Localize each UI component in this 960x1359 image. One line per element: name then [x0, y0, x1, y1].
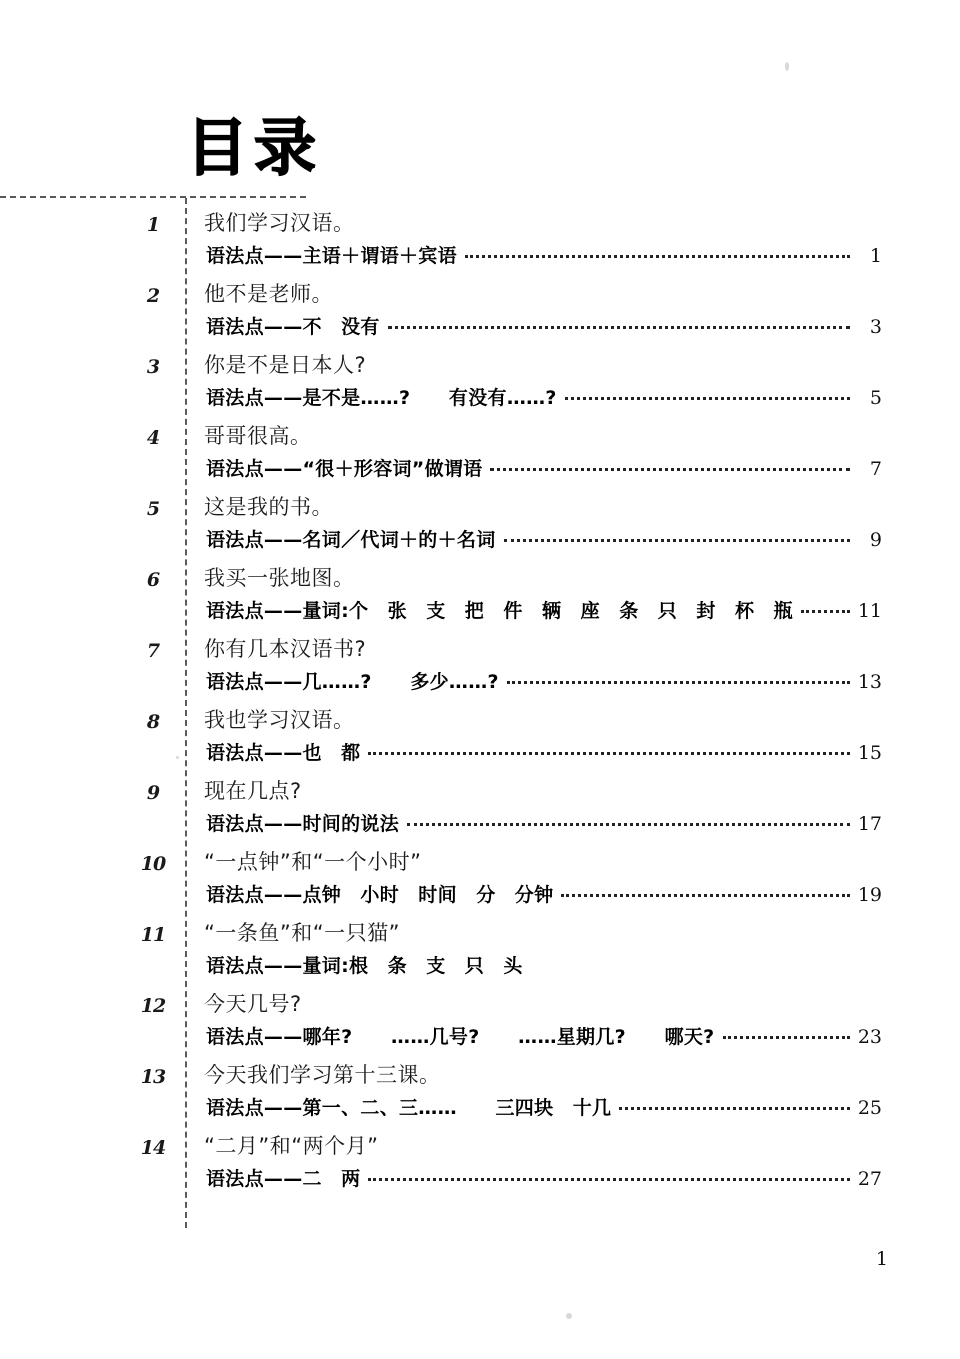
toc-entry[interactable] [0, 845, 960, 916]
toc-entry[interactable] [0, 561, 960, 632]
toc-entry-sentence: “一条鱼”和“一只猫” [204, 921, 401, 945]
toc-grammar-row[interactable] [206, 455, 882, 483]
toc-entry-sentence: 我们学习汉语。 [204, 211, 355, 235]
toc-entry-sentence: 哥哥很高。 [204, 424, 312, 448]
toc-grammar-label: 语法点——时间的说法 [206, 813, 400, 835]
toc-grammar-row[interactable] [206, 810, 882, 838]
toc-grammar-row[interactable] [206, 668, 882, 696]
toc-grammar-label: 语法点——量词:根 条 支 只 头 [206, 955, 523, 977]
dot-leader [368, 741, 850, 759]
toc-entry-number: 10 [140, 853, 166, 875]
dot-leader [531, 954, 850, 972]
toc-entry-sentence: 你有几本汉语书? [204, 637, 367, 661]
toc-entry[interactable] [0, 277, 960, 348]
toc-entry-number: 12 [140, 995, 166, 1017]
folio-page-number: 1 [875, 1248, 888, 1270]
toc-entry[interactable] [0, 206, 960, 277]
scan-speckle [176, 756, 179, 759]
dot-leader [490, 457, 850, 475]
table-of-contents-list [0, 206, 960, 1200]
toc-entry-number: 2 [146, 285, 160, 307]
toc-page-number: 3 [869, 316, 882, 338]
scan-speckle [566, 1313, 572, 1319]
toc-grammar-label: 语法点——第一、二、三…… 三四块 十几 [206, 1097, 612, 1119]
toc-page-number: 19 [857, 884, 882, 906]
toc-grammar-row[interactable] [206, 242, 882, 270]
dot-leader [801, 599, 850, 617]
toc-page-number: 7 [869, 458, 882, 480]
toc-entry[interactable] [0, 1058, 960, 1129]
toc-entry-sentence: 他不是老师。 [204, 282, 333, 306]
dot-leader [561, 883, 850, 901]
toc-grammar-row[interactable] [206, 526, 882, 554]
toc-grammar-label: 语法点——名词／代词＋的＋名词 [206, 529, 496, 551]
toc-entry[interactable] [0, 348, 960, 419]
toc-page-number: 5 [869, 387, 882, 409]
toc-grammar-row[interactable] [206, 1165, 882, 1193]
toc-grammar-label: 语法点——也 都 [206, 742, 361, 764]
dot-leader [507, 670, 850, 688]
toc-entry-number: 6 [146, 569, 160, 591]
toc-grammar-label: 语法点——二 两 [206, 1168, 361, 1190]
toc-grammar-row[interactable] [206, 313, 882, 341]
toc-entry-sentence: 现在几点? [204, 779, 302, 803]
toc-entry-sentence: 这是我的书。 [204, 495, 333, 519]
toc-page-number: 11 [857, 600, 882, 622]
toc-grammar-label: 语法点——哪年? ……几号? ……星期几? 哪天? [206, 1026, 715, 1048]
toc-entry-number: 13 [140, 1066, 166, 1088]
toc-grammar-label: 语法点——几……? 多少……? [206, 671, 499, 693]
toc-grammar-row[interactable] [206, 597, 882, 625]
toc-entry-sentence: 我也学习汉语。 [204, 708, 355, 732]
toc-grammar-label: 语法点——“很＋形容词”做谓语 [206, 458, 483, 480]
toc-page-number: 27 [857, 1168, 882, 1190]
dot-leader [407, 812, 850, 830]
toc-entry-number: 9 [146, 782, 160, 804]
toc-entry-number: 3 [146, 356, 160, 378]
toc-entry-sentence: 今天我们学习第十三课。 [204, 1063, 441, 1087]
toc-grammar-label: 语法点——点钟 小时 时间 分 分钟 [206, 884, 554, 906]
toc-grammar-label: 语法点——主语＋谓语＋宾语 [206, 245, 457, 267]
toc-entry[interactable] [0, 1129, 960, 1200]
toc-entry[interactable] [0, 774, 960, 845]
toc-grammar-label: 语法点——量词:个 张 支 把 件 辆 座 条 只 封 杯 瓶 [206, 600, 793, 622]
dot-leader [619, 1096, 850, 1114]
dot-leader [723, 1025, 851, 1043]
toc-entry[interactable] [0, 703, 960, 774]
toc-entry-number: 8 [146, 711, 160, 733]
toc-page-number: 13 [857, 671, 882, 693]
toc-entry[interactable] [0, 987, 960, 1058]
toc-grammar-label: 语法点——不 没有 [206, 316, 380, 338]
dot-leader [388, 315, 850, 333]
toc-grammar-row[interactable] [206, 1023, 882, 1051]
toc-entry-number: 1 [146, 214, 160, 236]
toc-entry-sentence: 你是不是日本人? [204, 353, 367, 377]
toc-entry-number: 14 [140, 1137, 166, 1159]
toc-page-number: 15 [857, 742, 882, 764]
toc-entry-sentence: “二月”和“两个月” [204, 1134, 379, 1158]
scan-speckle [785, 62, 789, 71]
toc-entry-number: 5 [146, 498, 160, 520]
toc-grammar-row[interactable] [206, 952, 882, 980]
dot-leader [465, 244, 850, 262]
toc-grammar-row[interactable] [206, 739, 882, 767]
toc-entry-sentence: 今天几号? [204, 992, 302, 1016]
toc-grammar-row[interactable] [206, 1094, 882, 1122]
toc-entry[interactable] [0, 490, 960, 561]
toc-grammar-row[interactable] [206, 384, 882, 412]
toc-grammar-label: 语法点——是不是……? 有没有……? [206, 387, 557, 409]
toc-page-number: 9 [869, 529, 882, 551]
toc-entry[interactable] [0, 419, 960, 490]
toc-entry[interactable] [0, 632, 960, 703]
toc-grammar-row[interactable] [206, 881, 882, 909]
toc-entry-number: 7 [146, 640, 160, 662]
dot-leader [565, 386, 850, 404]
toc-entry-sentence: 我买一张地图。 [204, 566, 355, 590]
toc-entry-sentence: “一点钟”和“一个小时” [204, 850, 422, 874]
toc-page-number: 25 [857, 1097, 882, 1119]
toc-page-number: 17 [857, 813, 882, 835]
dot-leader [368, 1167, 850, 1185]
toc-entry[interactable] [0, 916, 960, 987]
toc-page-number: 1 [869, 245, 882, 267]
dot-leader [504, 528, 850, 546]
toc-entry-number: 4 [146, 427, 160, 449]
title-underline-rule [0, 196, 306, 198]
page-title: 目录 [186, 111, 323, 184]
toc-entry-number: 11 [140, 924, 166, 946]
toc-page-number: 23 [857, 1026, 882, 1048]
